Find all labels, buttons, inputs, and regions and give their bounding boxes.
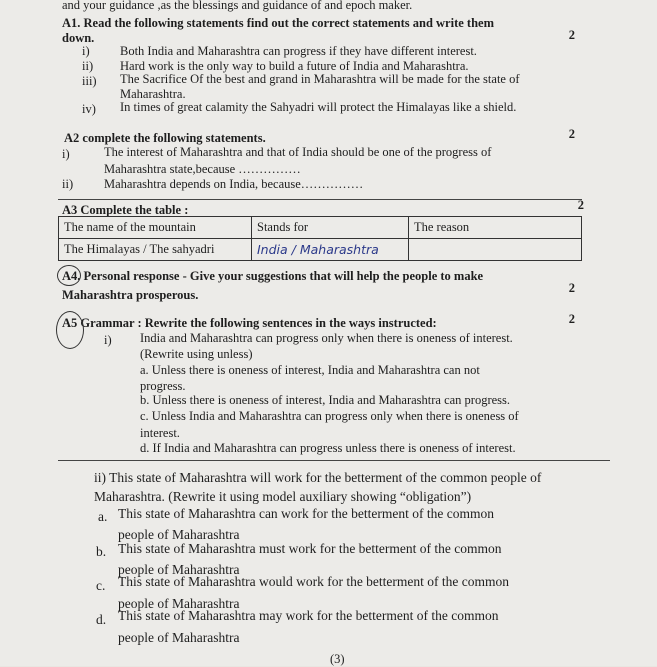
a5-q1-num: i) (104, 333, 112, 347)
a1-item-text: Hard work is the only way to build a future of India and Maharashtra. (120, 59, 469, 73)
a2-item-text: Maharashtra state,because …………… (104, 162, 301, 176)
a5-q2-option-letter: b. (96, 544, 107, 559)
a3-table (58, 216, 582, 261)
table-row (59, 239, 582, 261)
a5-q1-option: d. If India and Maharashtra can progress unless there is oneness of interest. (140, 441, 516, 455)
a1-item-text: The Sacrifice Of the best and grand in Maharashtra will be made for the state of (120, 72, 520, 86)
a3-heading: A3 Complete the table : (62, 203, 189, 217)
a1-heading: A1. Read the following statements find out the correct statements and write them (62, 16, 494, 30)
a2-marks: 2 (568, 127, 575, 141)
a1-item-num: i) (82, 44, 90, 58)
a5-q1-instruction: (Rewrite using unless) (140, 347, 253, 361)
page-number: (3) (330, 652, 345, 666)
table-header-cell: The reason (409, 217, 582, 239)
a5-q2-option: This state of Maharashtra can work for the betterment of the common (118, 506, 494, 521)
a5-q2-option: This state of Maharashtra must work for the betterment of the common (118, 541, 502, 556)
a5-q1-option: c. Unless India and Maharashtra can progress only when there is oneness of (140, 409, 519, 423)
a2-item-num: ii) (62, 177, 74, 191)
a5-heading: A5 Grammar : Rewrite the following sentences in the ways instructed: (62, 316, 437, 330)
table-cell (409, 239, 582, 261)
a5-q2-option: people of Maharashtra (118, 630, 240, 645)
divider (58, 199, 582, 200)
a5-q2-line: ii) This state of Maharashtra will work for the betterment of the common people of (94, 470, 542, 485)
a1-marks: 2 (568, 28, 575, 42)
pen-circle-mark (57, 265, 81, 286)
a5-q1-option: progress. (140, 379, 186, 393)
a5-q2-option: people of Maharashtra (118, 596, 240, 611)
a5-q1-option: interest. (140, 426, 180, 440)
table-cell: The Himalayas / The sahyadri (59, 239, 252, 261)
a2-item-text: The interest of Maharashtra and that of India should be one of the progress of (104, 145, 492, 159)
top-line: and your guidance ,as the blessings and guidance of and epoch maker. (62, 0, 413, 12)
a5-q2-option: This state of Maharashtra may work for the betterment of the common (118, 608, 499, 623)
a1-heading-cont: down. (62, 31, 95, 45)
a5-q1-option: b. Unless there is oneness of interest, India and Maharashtra can progress. (140, 393, 511, 407)
a5-marks: 2 (568, 312, 575, 326)
table-header-row (59, 217, 582, 239)
a5-q2-line: Maharashtra. (Rewrite it using model auxiliary showing “obligation”) (94, 489, 472, 504)
a5-q2-option-letter: d. (96, 612, 107, 627)
table-header-cell: The name of the mountain (59, 217, 252, 239)
table-header-cell: Stands for (252, 217, 409, 239)
a1-item-text: Both India and Maharashtra can progress if they have different interest. (120, 44, 477, 58)
a1-item-num: ii) (82, 59, 94, 73)
a2-item-num: i) (62, 147, 70, 161)
a5-q2-option: people of Maharashtra (118, 527, 240, 542)
a5-q2-option: people of Maharashtra (118, 562, 240, 577)
a5-q2-option-letter: a. (98, 509, 108, 524)
a1-item-text: In times of great calamity the Sahyadri will protect the Himalayas like a shield. (120, 100, 517, 114)
a4-marks: 2 (568, 281, 575, 295)
a5-q2-option: This state of Maharashtra would work for the betterment of the common (118, 574, 510, 589)
a5-q2-option-letter: c. (96, 578, 106, 593)
a2-heading: A2 complete the following statements. (64, 131, 266, 145)
pen-circle-mark (56, 311, 84, 349)
a4-heading-cont: Maharashtra prosperous. (62, 288, 199, 302)
handwritten-answer: India / Maharashtra (252, 239, 409, 261)
divider (58, 460, 610, 461)
a3-marks: 2 (577, 198, 584, 212)
a1-item-num: iii) (82, 74, 97, 88)
a4-heading: A4. Personal response - Give your suggestions that will help the people to make (62, 269, 484, 283)
a5-q1-sentence: India and Maharashtra can progress only when there is oneness of interest. (140, 331, 513, 345)
a2-item-text: Maharashtra depends on India, because…………… (104, 177, 364, 191)
a5-q1-option: a. Unless there is oneness of interest, India and Maharashtra can not (140, 363, 480, 377)
a1-item-num: iv) (82, 102, 96, 116)
a1-item-text: Maharashtra. (120, 87, 186, 101)
